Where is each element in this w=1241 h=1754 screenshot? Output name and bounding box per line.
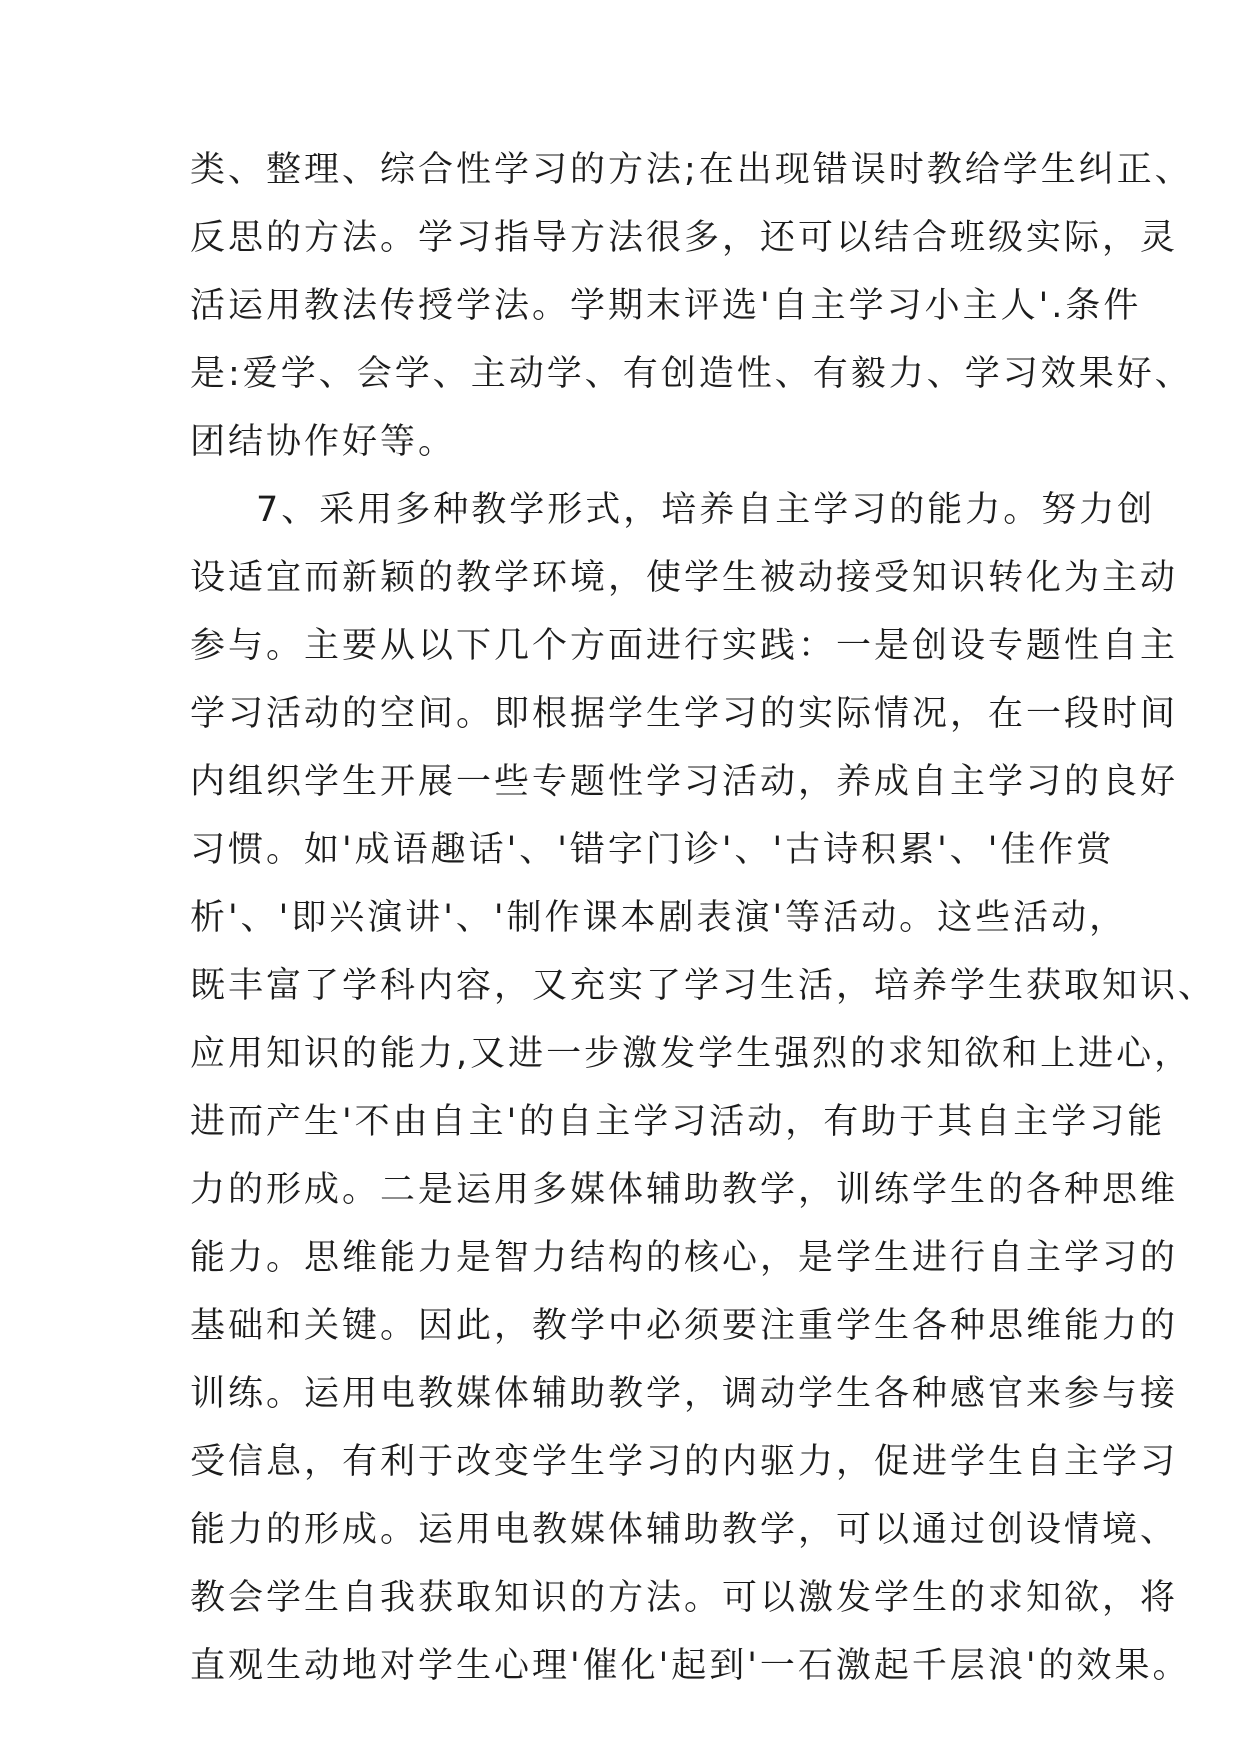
text-line-3: 活运用教法传授学法。学期末评选'自主学习小主人'.条件 bbox=[190, 286, 1142, 326]
text-line-13: 既丰富了学科内容，又充实了学习生活，培养学生获取知识、 bbox=[190, 966, 1217, 1006]
text-line-11: 习惯。如'成语趣话'、'错字门诊'、'古诗积累'、'佳作赏 bbox=[190, 830, 1115, 870]
text-line-9: 学习活动的空间。即根据学生学习的实际情况，在一段时间 bbox=[190, 694, 1179, 734]
text-line-12: 析'、'即兴演讲'、'制作课本剧表演'等活动。这些活动， bbox=[190, 898, 1128, 938]
text-line-2: 反思的方法。学习指导方法很多，还可以结合班级实际，灵 bbox=[190, 218, 1179, 258]
text-line-21: 能力的形成。运用电教媒体辅助教学，可以通过创设情境、 bbox=[190, 1510, 1179, 1550]
text-line-17: 能力。思维能力是智力结构的核心，是学生进行自主学习的 bbox=[190, 1238, 1179, 1278]
text-line-5: 团结协作好等。 bbox=[190, 422, 457, 462]
text-line-14: 应用知识的能力,又进一步激发学生强烈的求知欲和上进心， bbox=[190, 1034, 1193, 1074]
text-line-23: 直观生动地对学生心理'催化'起到'一石激起千层浪'的效果。 bbox=[190, 1646, 1191, 1686]
text-line-7: 设适宜而新颖的教学环境，使学生被动接受知识转化为主动 bbox=[190, 558, 1179, 598]
text-line-10: 内组织学生开展一些专题性学习活动，养成自主学习的良好 bbox=[190, 762, 1179, 802]
text-line-1: 类、整理、综合性学习的方法;在出现错误时教给学生纠正、 bbox=[190, 150, 1193, 190]
paragraph-7-first-line: 7、采用多种教学形式，培养自主学习的能力。努力创 bbox=[256, 490, 1156, 530]
text-line-20: 受信息，有利于改变学生学习的内驱力，促进学生自主学习 bbox=[190, 1442, 1179, 1482]
text-line-19: 训练。运用电教媒体辅助教学，调动学生各种感官来参与接 bbox=[190, 1374, 1179, 1414]
text-line-8: 参与。主要从以下几个方面进行实践：一是创设专题性自主 bbox=[190, 626, 1179, 666]
text-line-4: 是:爱学、会学、主动学、有创造性、有毅力、学习效果好、 bbox=[190, 354, 1193, 394]
text-line-18: 基础和关键。因此，教学中必须要注重学生各种思维能力的 bbox=[190, 1306, 1179, 1346]
text-line-22: 教会学生自我获取知识的方法。可以激发学生的求知欲，将 bbox=[190, 1578, 1179, 1618]
text-line-16: 力的形成。二是运用多媒体辅助教学，训练学生的各种思维 bbox=[190, 1170, 1179, 1210]
text-line-15: 进而产生'不由自主'的自主学习活动，有助于其自主学习能 bbox=[190, 1102, 1166, 1142]
